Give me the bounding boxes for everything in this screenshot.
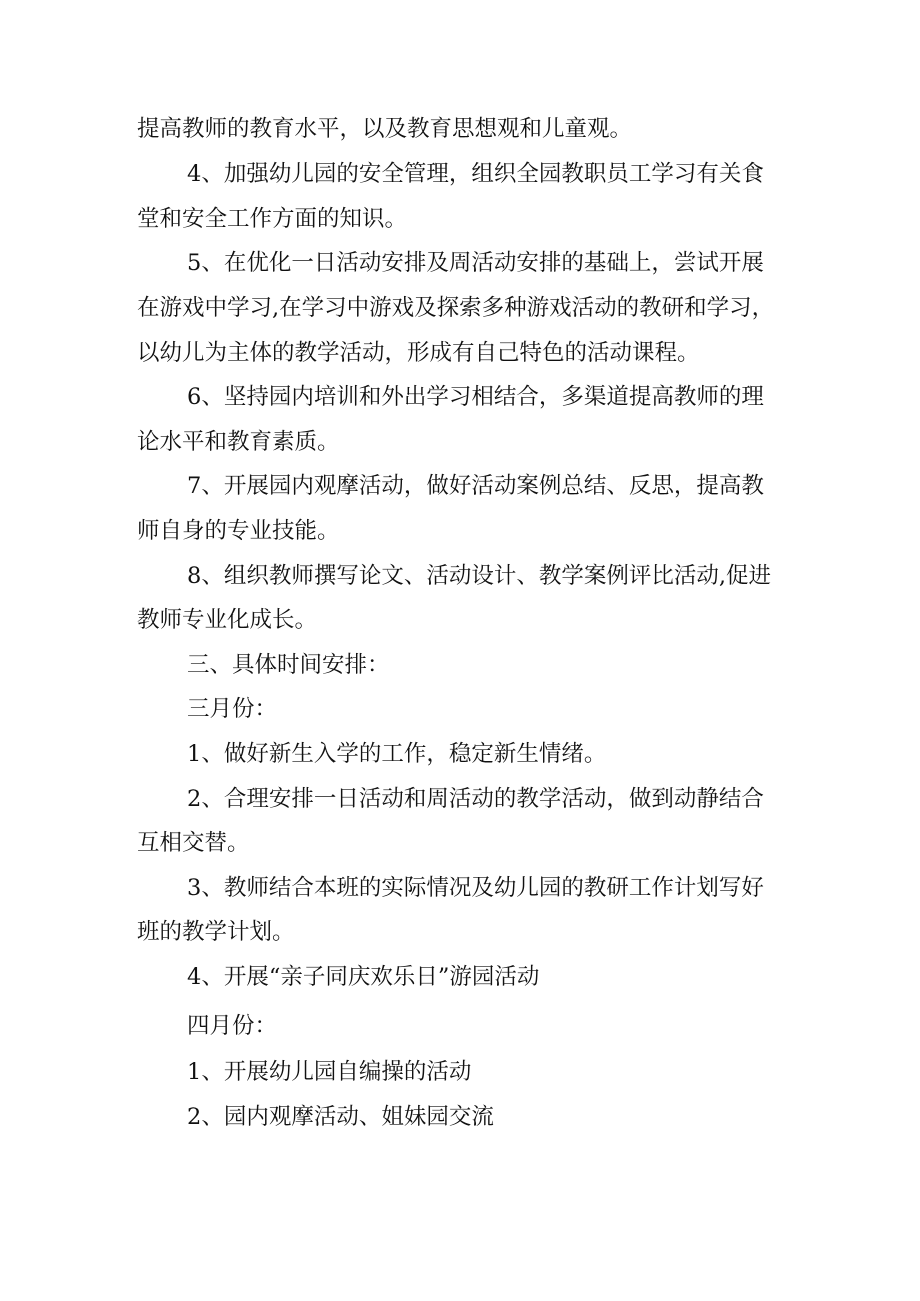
text-line: 班的教学计划。 — [137, 919, 295, 945]
text-line: 互相交替。 — [137, 830, 250, 856]
text-line: 2、园内观摩活动、姐妹园交流 — [187, 1104, 494, 1130]
text-line: 以幼儿为主体的教学活动，形成有自己特色的活动课程。 — [137, 340, 700, 366]
text-line: 3、教师结合本班的实际情况及幼儿园的教研工作计划写好 — [187, 875, 764, 901]
text-line: 提高教师的教育水平，以及教育思想观和儿童观。 — [137, 116, 633, 142]
text-line: 在游戏中学习,在学习中游戏及探索多种游戏活动的教研和学习， — [137, 295, 775, 321]
text-line: 5、在优化一日活动安排及周活动安排的基础上，尝试开展 — [187, 250, 764, 276]
text-line: 7、开展园内观摩活动，做好活动案例总结、反思，提高教 — [187, 473, 764, 499]
text-line: 4、加强幼儿园的安全管理，组织全园教职员工学习有关食 — [187, 161, 764, 187]
text-line: 8、组织教师撰写论文、活动设计、教学案例评比活动,促进 — [187, 563, 771, 589]
text-line: 堂和安全工作方面的知识。 — [137, 206, 408, 232]
text-line: 师自身的专业技能。 — [137, 518, 340, 544]
month-heading: 三月份： — [187, 696, 278, 722]
text-line: 2、合理安排一日活动和周活动的教学活动，做到动静结合 — [187, 786, 764, 812]
text-line: 6、坚持园内培训和外出学习相结合，多渠道提高教师的理 — [187, 384, 764, 410]
month-heading: 四月份： — [187, 1013, 278, 1039]
text-line: 4、开展“亲子同庆欢乐日”游园活动 — [187, 964, 540, 990]
text-line: 教师专业化成长。 — [137, 607, 318, 633]
section-heading: 三、具体时间安排： — [187, 652, 390, 678]
text-line: 1、做好新生入学的工作，稳定新生情绪。 — [187, 741, 607, 767]
text-line: 1、开展幼儿园自编操的活动 — [187, 1059, 472, 1085]
text-line: 论水平和教育素质。 — [137, 429, 340, 455]
